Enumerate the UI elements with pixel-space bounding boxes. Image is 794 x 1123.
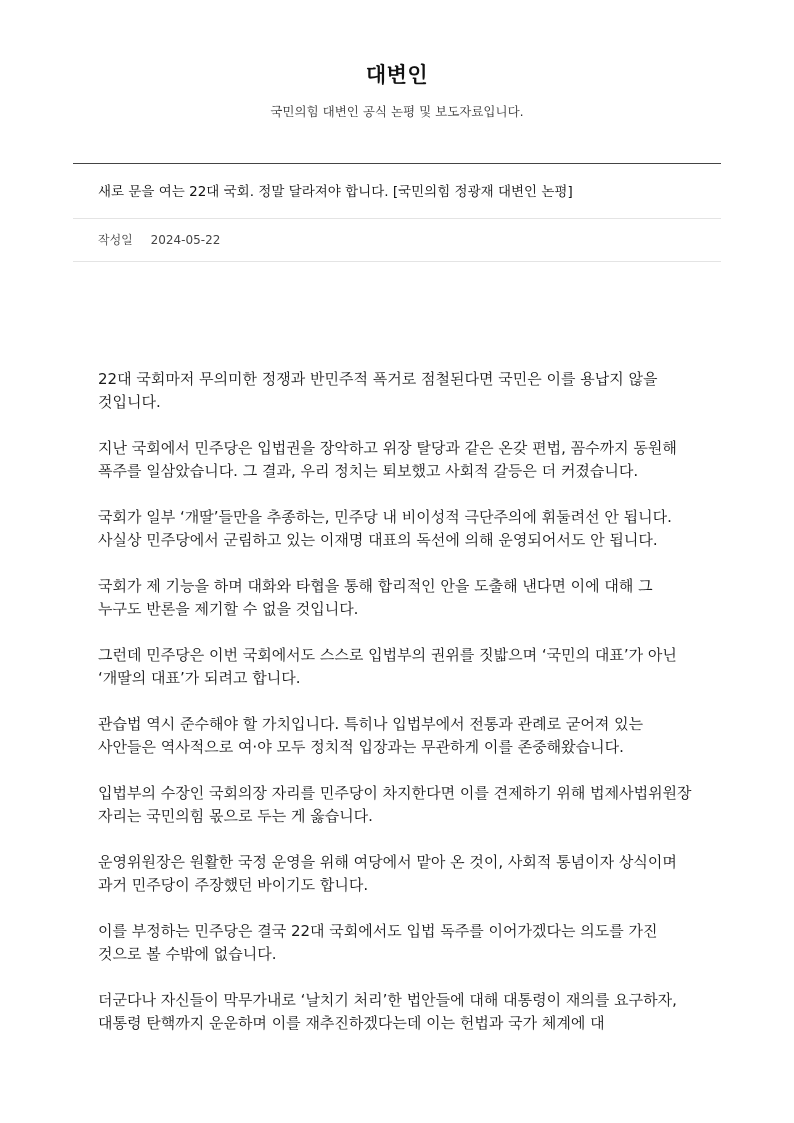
header-divider (73, 163, 721, 164)
paragraph-4: 국회가 제 기능을 하며 대화와 타협을 통해 합리적인 안을 도출해 낸다면 이에 대해 그 누구도 반론을 제기할 수 없을 것입니다. (98, 577, 653, 618)
paragraph-9: 이를 부정하는 민주당은 결국 22대 국회에서도 입법 독주를 이어가겠다는 의도를 가진 것으로 볼 수밖에 없습니다. (98, 922, 658, 963)
site-title[interactable]: 대변인 (365, 63, 429, 87)
paragraph-2: 지난 국회에서 민주당은 입법권을 장악하고 위장 탈당과 같은 온갖 편법, 꼼수까지 동원해 폭주를 일삼았습니다. 그 결과, 우리 정치는 퇴보했고 사회적 갈등은 더 커졌습니다. (98, 439, 677, 480)
paragraph-10: 더군다나 자신들이 막무가내로 ‘날치기 처리’한 법안들에 대해 대통령이 재의를 요구하자, 대통령 탄핵까지 운운하며 이를 재추진하겠다는데 이는 헌법과 국가 체계에 대 (98, 991, 677, 1032)
date-label: 작성일 (98, 233, 133, 247)
paragraph-3: 국회가 일부 ‘개딸’들만을 추종하는, 민주당 내 비이성적 극단주의에 휘둘려선 안 됩니다. 사실상 민주당에서 군림하고 있는 이재명 대표의 독선에 의해 운영되어서도 안 됩니다. (98, 508, 672, 549)
paragraph-1: 22대 국회마저 무의미한 정쟁과 반민주적 폭거로 점철된다면 국민은 이를 용납지 않을 것입니다. (98, 370, 658, 411)
paragraph-7: 입법부의 수장인 국회의장 자리를 민주당이 차지한다면 이를 견제하기 위해 법제사법위원장 자리는 국민의힘 몫으로 두는 게 옳습니다. (98, 784, 692, 825)
article-body (98, 368, 698, 1058)
title-divider (73, 218, 721, 219)
meta-divider (73, 261, 721, 262)
post-meta (98, 230, 220, 250)
paragraph-8: 운영위원장은 원활한 국정 운영을 위해 여당에서 맡아 온 것이, 사회적 통념이자 상식이며 과거 민주당이 주장했던 바이기도 합니다. (98, 853, 677, 894)
paragraph-5: 그런데 민주당은 이번 국회에서도 스스로 입법부의 권위를 짓밟으며 ‘국민의 대표’가 아닌 ‘개딸의 대표’가 되려고 합니다. (98, 646, 677, 687)
site-subtitle: 국민의힘 대변인 공식 논평 및 보도자료입니다. (270, 104, 524, 119)
post-title: 새로 문을 여는 22대 국회. 정말 달라져야 합니다. [국민의힘 정광재 대변인 논평] (98, 184, 573, 200)
paragraph-6: 관습법 역시 준수해야 할 가치입니다. 특히나 입법부에서 전통과 관례로 굳어져 있는 사안들은 역사적으로 여·야 모두 정치적 입장과는 무관하게 이를 존중해왔습니다. (98, 715, 644, 756)
post-date: 2024-05-22 (150, 233, 221, 247)
